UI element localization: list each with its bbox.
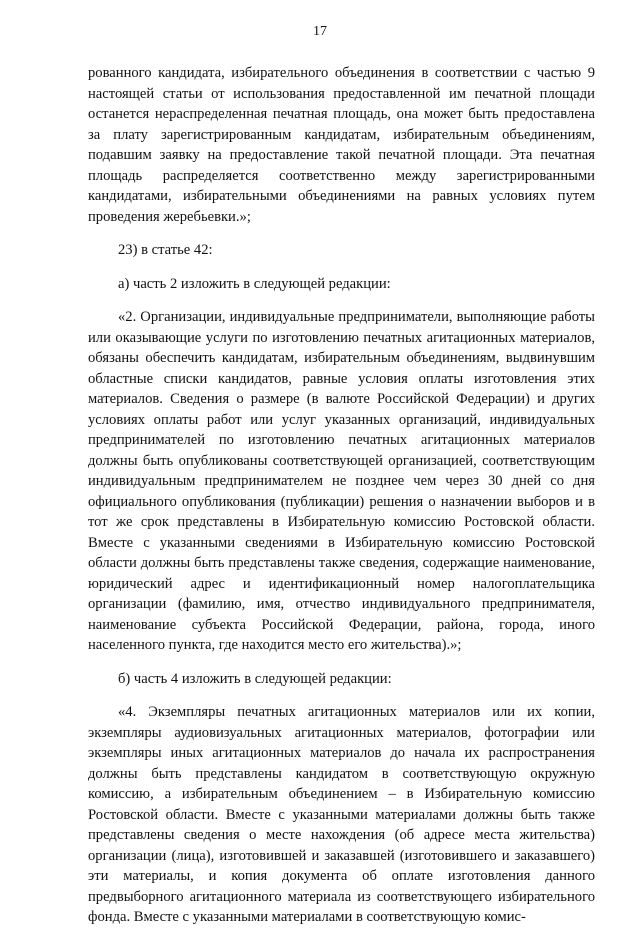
page-number: 17	[313, 24, 327, 39]
document-body	[88, 63, 595, 928]
paragraph-continuation: рованного кандидата, избирательного объединения в соответствии с частью 9 настоящей статьи от использования предоставленной им печатной площади останется нераспределенная печатная площадь, она может быть предоставлена за плату зарегистрированным кандидатам, избирательным объединениям, подавшим заявку на предоставление такой печатной площади. Эта печатная площадь распределяется соответственно между зарегистрированными кандидатами, избирательными объединениями на равных условиях путем проведения жеребьевки.»;	[88, 65, 595, 225]
paragraph-gap	[88, 261, 595, 274]
paragraph-gap	[88, 227, 595, 240]
paragraph-gap	[88, 689, 595, 702]
paragraph-item-23: 23) в статье 42:	[118, 242, 213, 258]
paragraph-part-4: «4. Экземпляры печатных агитационных материалов или их копии, экземпляры аудиовизуальных агитационных материалов, фотографии или экземпляры иных агитационных материалов до начала их распространения должны быть представлены кандидатом в соответствующую окружную комиссию, а избирательным объединением – в Избирательную комиссию Ростовской области. Вместе с указанными материалами должны быть также представлены сведения о месте нахождения (об адресе места жительства) организации (лица), изготовившей и заказавшей (изготовившего и заказавшего) эти материалы, и копия документа об оплате изготовления данного предвыборного агитационного материала из соответствующего избирательного фонда. Вместе с указанными материалами в соответствующую комис-	[88, 704, 595, 925]
paragraph-part-2: «2. Организации, индивидуальные предприниматели, выполняющие работы или оказывающие услуги по изготовлению печатных агитационных материалов, обязаны обеспечить кандидатам, избирательным объединениям, выдвинувшим областные списки кандидатов, равные условия оплаты изготовления этих материалов. Сведения о размере (в валюте Российской Федерации) и других условиях оплаты работ или услуг указанных организаций, индивидуальных предпринимателей по изготовлению печатных агитационных материалов должны быть опубликованы соответствующей организацией, соответствующим индивидуальным предпринимателем не позднее чем через 30 дней со дня официального опубликования (публикации) решения о назначении выборов и в тот же срок представлены в Избирательную комиссию Ростовской области. Вместе с указанными сведениями в Избирательную комиссию Ростовской области должны быть представлены также сведения, содержащие наименование, юридический адрес и идентификационный номер налогоплательщика организации (фамилию, имя, отчество индивидуального предпринимателя, наименование субъекта Российской Федерации, района, города, иного населенного пункта, где находится место его жительства).»;	[88, 309, 595, 653]
paragraph-subitem-a: а) часть 2 изложить в следующей редакции:	[118, 275, 391, 292]
paragraph-subitem-b: б) часть 4 изложить в следующей редакции:	[118, 670, 392, 687]
paragraph-gap	[88, 294, 595, 307]
paragraph-gap	[88, 656, 595, 669]
